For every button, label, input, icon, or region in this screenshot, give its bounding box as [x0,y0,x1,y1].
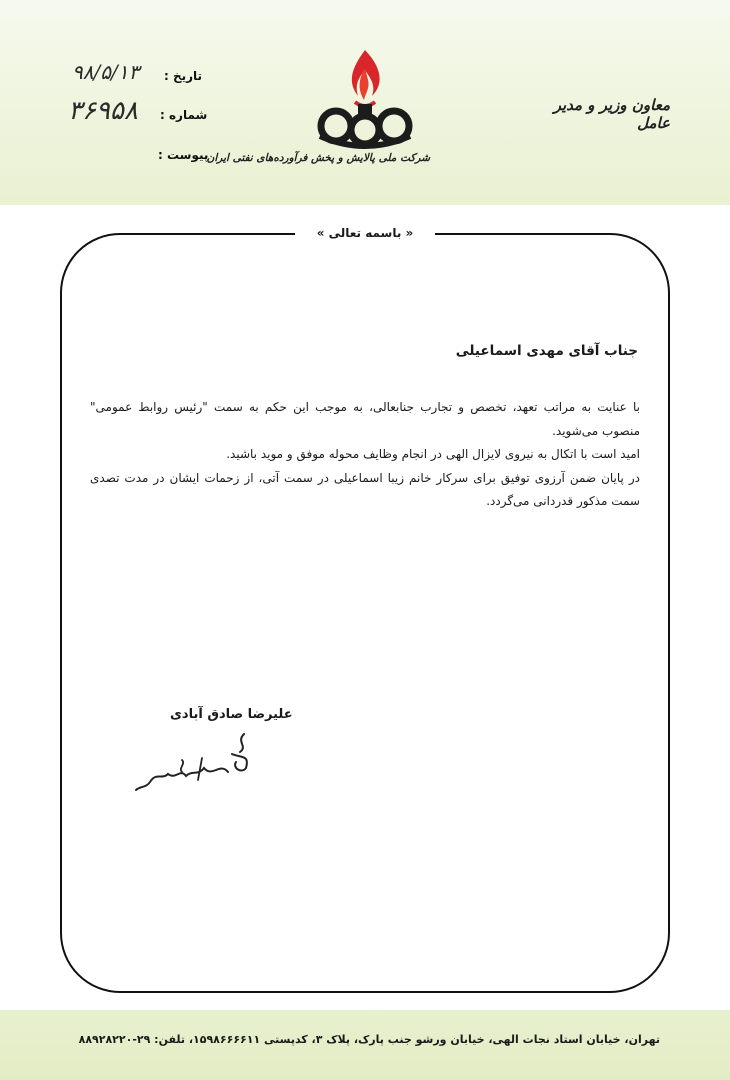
number-value: ۳۶۹۵۸ [68,96,138,126]
letter-body [90,396,640,514]
number-label: شماره : [160,108,208,122]
footer-address: تهران، خیابان استاد نجات الهی، خیابان ورشو جنب پارک، پلاک ۳، کدپستی ۱۵۹۸۶۶۶۶۱۱، تلفن: ۲۹-۸۸۹۲۸۲۲۰ [78,1033,660,1046]
invocation: « باسمه تعالی » [295,226,435,244]
date-value: ۹۸/۵/۱۳ [72,60,140,84]
signatory-name: علیرضا صادق آبادی [170,707,293,722]
vice-minister-title: معاون وزیر و مدیر عامل [553,96,670,132]
date-label: تاریخ : [164,69,203,83]
paragraph-3: در پایان ضمن آرزوی توفیق برای سرکار خانم زیبا اسماعیلی در سمت آتی، از زحمات ایشان در مدت تصدی سمت مذکور قدردانی می‌گردد. [90,470,640,508]
handwritten-signature [132,728,262,798]
recipient: جناب آقای مهدی اسماعیلی [455,343,638,359]
paragraph-1: با عنایت به مراتب تعهد، تخصص و تجارب جنابعالی، به موجب این حکم به سمت "رئیس روابط عمومی" منصوب می‌شوید. [90,400,640,438]
attachment-label: پیوست : [158,148,209,162]
paragraph-2: امید است با اتکال به نیروی لایزال الهی در انجام وظایف محوله موفق و موید باشید. [226,447,640,461]
company-name: شرکت ملی پالایش و پخش فرآورده‌های نفتی ایران [206,152,430,164]
